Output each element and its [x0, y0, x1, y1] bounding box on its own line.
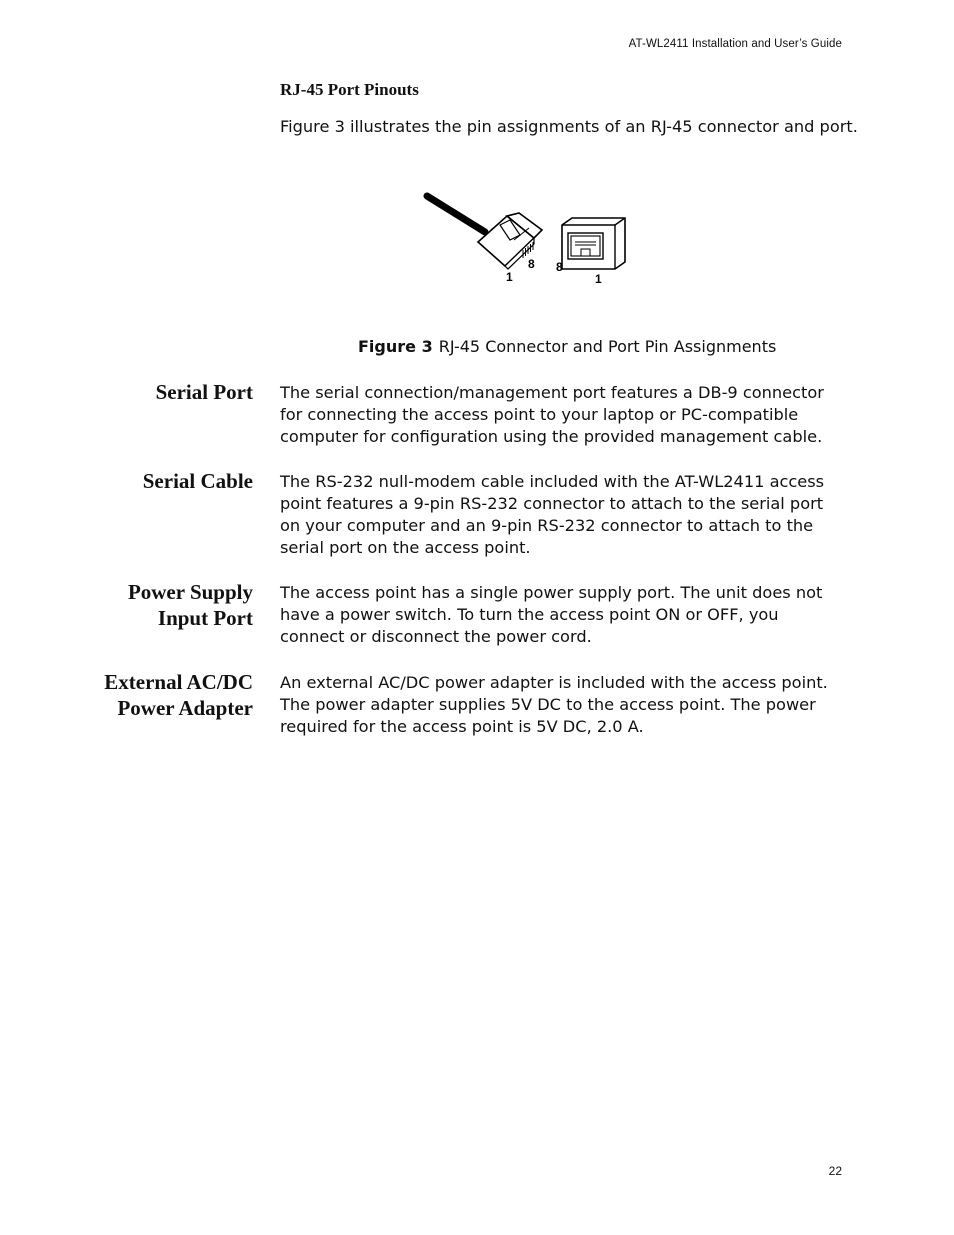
port-pin-8-label: 8 — [556, 260, 563, 274]
section-title-line: Power Supply — [127, 580, 253, 604]
rj45-plug-illustration — [427, 196, 542, 269]
section-body: An external AC/DC power adapter is included with the access point. The power adapter supplies 5V DC to the access point. The power required for the access point is 5V DC, 2.0 A. — [280, 673, 828, 736]
rj45-figure — [410, 180, 650, 300]
section-title — [33, 468, 253, 494]
section-title — [33, 379, 253, 405]
figure-caption-label: Figure 3 — [358, 337, 433, 356]
figure-intro-paragraph: Figure 3 illustrates the pin assignments of an RJ-45 connector and port. — [280, 117, 858, 136]
section-body: The serial connection/management port features a DB-9 connector for connecting the access point to your laptop or PC-compatible computer for configuration using the provided management cable. — [280, 383, 824, 446]
figure-caption — [358, 337, 776, 356]
section-title — [33, 579, 253, 631]
section-title-line: Input Port — [157, 606, 253, 630]
plug-pin-8-label: 8 — [528, 257, 535, 271]
rj45-port-illustration — [562, 218, 625, 269]
section-title-line: Serial Cable — [142, 469, 253, 493]
plug-pin-1-label: 1 — [506, 270, 513, 284]
section-title-line: Serial Port — [155, 380, 253, 404]
section-title-line: Power Adapter — [117, 696, 253, 720]
running-header: AT-WL2411 Installation and User’s Guide — [628, 38, 842, 50]
port-pin-1-label: 1 — [595, 272, 602, 286]
section-body: The access point has a single power supply port. The unit does not have a power switch. To turn the access point ON or OFF, you connect or disconnect the power cord. — [280, 583, 823, 646]
section-body: The RS-232 null-modem cable included with the AT-WL2411 access point features a 9-pin RS-232 connector to attach to the serial port on your computer and an 9-pin RS-232 connector to attach to the serial port on the access point. — [280, 472, 825, 557]
section-title-line: External AC/DC — [104, 670, 253, 694]
section-subheading-rj45: RJ-45 Port Pinouts — [280, 80, 419, 99]
page-number: 22 — [828, 1164, 842, 1178]
figure-caption-text: RJ-45 Connector and Port Pin Assignments — [438, 337, 777, 356]
section-title — [33, 669, 253, 721]
